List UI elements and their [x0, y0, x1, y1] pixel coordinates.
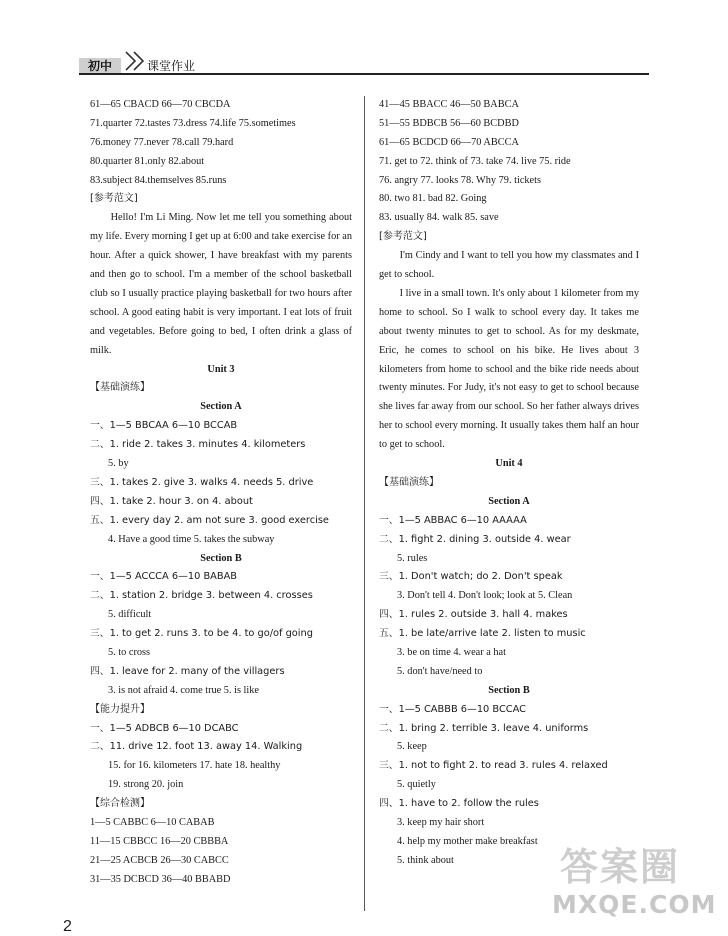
- answer-line: 二、1. bring 2. terrible 3. leave 4. uniforms: [379, 722, 589, 734]
- answer-line: 76. angry 77. looks 78. Why 79. tickets: [379, 174, 541, 186]
- basic-practice-label: 【基础演练】: [90, 382, 150, 394]
- section-heading: Section B: [200, 552, 242, 564]
- watermark-logo: [548, 832, 724, 932]
- answer-line: 四、1. leave for 2. many of the villagers: [90, 665, 285, 677]
- answer-line: 5. rules: [397, 552, 428, 564]
- answer-line: 5. by: [108, 458, 129, 470]
- answer-line: 51—55 BDBCB 56—60 BCDBD: [379, 117, 519, 129]
- answer-line: 四、1. rules 2. outside 3. hall 4. makes: [379, 609, 568, 621]
- answer-line: 5. quietly: [397, 779, 436, 791]
- model-essay: Hello! I'm Li Ming. Now let me tell you something about my life. Every morning I get up at 6:00 and take exercise for an hour. After a quick shower, I have breakfast with my parents and then go to school. I'm a member of the school basketball club so I usually practice playing basketball for two hours after school. A good eating habit is very important. I eat lots of fruit and vegetables. Before going to bed, I often drink a glass of milk.: [90, 212, 352, 356]
- answer-line: 11—15 CBBCC 16—20 CBBBA: [90, 835, 229, 847]
- answer-line: 61—65 BCDCD 66—70 ABCCA: [379, 136, 519, 148]
- answer-line: 三、1. not to fight 2. to read 3. rules 4. relaxed: [379, 760, 608, 772]
- answer-line: 80. two 81. bad 82. Going: [379, 193, 487, 205]
- answer-line: 5. difficult: [108, 609, 152, 621]
- answer-line: 4. help my mother make breakfast: [397, 835, 538, 847]
- comprehensive-test-label: 【综合检测】: [90, 798, 150, 810]
- column-divider: [364, 96, 365, 911]
- model-essay-label: [参考范文]: [379, 231, 427, 243]
- answer-line: 4. Have a good time 5. takes the subway: [108, 533, 275, 545]
- answer-line: 21—25 ACBCB 26—30 CABCC: [90, 854, 229, 866]
- watermark-text-bottom: MXQE.COM: [552, 890, 717, 919]
- answer-line: 15. for 16. kilometers 17. hate 18. healthy: [108, 760, 281, 772]
- page-header: [79, 44, 649, 78]
- header-rule: [79, 73, 649, 75]
- answer-line: 一、1—5 ABBAC 6—10 AAAAA: [379, 514, 527, 526]
- ability-label: 【能力提升】: [90, 703, 150, 715]
- answer-line: 3. keep my hair short: [397, 817, 485, 829]
- answer-line: 一、1—5 ADBCB 6—10 DCABC: [90, 722, 239, 734]
- unit-heading: Unit 3: [207, 363, 235, 375]
- answer-line: 71. get to 72. think of 73. take 74. live 75. ride: [379, 155, 571, 167]
- answer-line: 三、1. Don't watch; do 2. Don't speak: [379, 571, 563, 583]
- answer-line: 一、1—5 ACCCA 6—10 BABAB: [90, 571, 238, 583]
- answer-line: 二、1. fight 2. dining 3. outside 4. wear: [379, 533, 571, 545]
- answer-line: 3. Don't tell 4. Don't look; look at 5. Clean: [397, 590, 573, 602]
- answer-line: 5. to cross: [108, 646, 151, 658]
- unit-heading: Unit 4: [495, 458, 523, 470]
- model-essay-label: [参考范文]: [90, 193, 138, 205]
- answer-line: 31—35 DCBCD 36—40 BBABD: [90, 873, 231, 885]
- answer-line: 3. be on time 4. wear a hat: [397, 647, 506, 658]
- answer-line: 五、1. be late/arrive late 2. listen to music: [379, 628, 586, 640]
- answer-line: 三、1. to get 2. runs 3. to be 4. to go/of going: [90, 628, 313, 640]
- section-heading: Section A: [488, 495, 530, 507]
- answer-line: 一、1—5 BBCAA 6—10 BCCAB: [90, 420, 238, 432]
- answer-line: 61—65 CBACD 66—70 CBCDA: [90, 99, 231, 110]
- answer-line: 1—5 CABBC 6—10 CABAB: [90, 816, 215, 828]
- section-heading: Section B: [488, 684, 530, 696]
- level-tag: 初中: [79, 58, 121, 75]
- answer-line: 二、11. drive 12. foot 13. away 14. Walking: [90, 741, 303, 753]
- answer-line: 二、1. station 2. bridge 3. between 4. crosses: [90, 590, 313, 602]
- answer-line: 3. is not afraid 4. come true 5. is like: [108, 684, 259, 696]
- model-essay-paragraph: I live in a small town. It's only about 1 kilometer from my home to school. So I walk to school every day. It takes me about twenty minutes to get to school. As for my deskmate, Eric, he comes to school on his bike. He lives about 3 kilometers from home to school and the bike ride needs about twenty minutes. For Judy, it's not easy to get to school because she lives far away from our school. So her father always drives her to school every morning. It usually takes them half an hour to get to school.: [379, 287, 639, 451]
- answer-line: 71.quarter 72.tastes 73.dress 74.life 75.sometimes: [90, 117, 296, 129]
- answer-line: 三、1. takes 2. give 3. walks 4. needs 5. drive: [90, 476, 314, 488]
- answer-line: 四、1. have to 2. follow the rules: [379, 798, 539, 810]
- answer-line: 41—45 BBACC 46—50 BABCA: [379, 99, 519, 110]
- answer-line: 80.quarter 81.only 82.about: [90, 155, 205, 167]
- left-column: [90, 96, 352, 890]
- model-essay-paragraph: I'm Cindy and I want to tell you how my classmates and I get to school.: [379, 250, 639, 281]
- answer-line: 5. don't have/need to: [397, 665, 483, 677]
- answer-line: 一、1—5 CABBB 6—10 BCCAC: [379, 703, 527, 715]
- answer-line: 五、1. every day 2. am not sure 3. good exercise: [90, 514, 329, 526]
- answer-line: 四、1. take 2. hour 3. on 4. about: [90, 495, 253, 507]
- section-heading: Section A: [200, 401, 242, 413]
- basic-practice-label: 【基础演练】: [379, 476, 439, 488]
- answer-line: 5. think about: [397, 854, 454, 866]
- answer-line: 5. keep: [397, 741, 427, 753]
- book-title: 课堂作业: [147, 59, 196, 73]
- watermark-text-top: 答案圈: [560, 845, 681, 889]
- answer-line: 19. strong 20. join: [108, 779, 184, 791]
- answer-line: 83. usually 84. walk 85. save: [379, 212, 499, 224]
- answer-line: 二、1. ride 2. takes 3. minutes 4. kilometers: [90, 439, 306, 451]
- answer-line: 83.subject 84.themselves 85.runs: [90, 174, 227, 186]
- page-number: 2: [63, 918, 72, 935]
- right-column: [379, 96, 639, 871]
- answer-line: 76.money 77.never 78.call 79.hard: [90, 136, 234, 148]
